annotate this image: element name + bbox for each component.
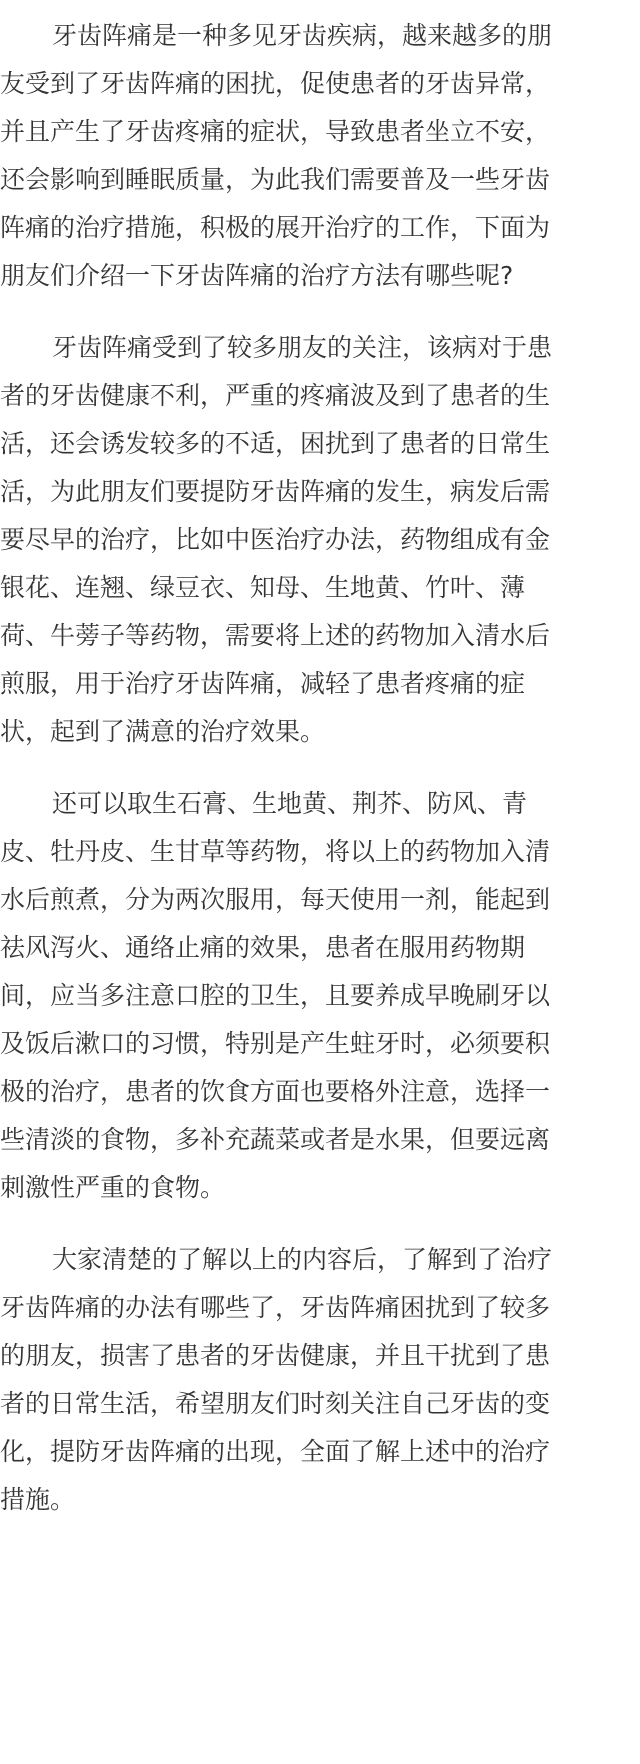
- text-line: 荷、牛蒡子等药物，需要将上述的药物加入清水后: [0, 621, 551, 650]
- text-line: 者的日常生活，希望朋友们时刻关注自己牙齿的变: [0, 1389, 551, 1418]
- text-line: 大家清楚的了解以上的内容后，了解到了治疗: [52, 1245, 553, 1274]
- text-line: 极的治疗，患者的饮食方面也要格外注意，选择一: [0, 1077, 551, 1106]
- text-line: 牙齿阵痛是一种多见牙齿疾病，越来越多的朋: [52, 21, 553, 50]
- text-line: 化，提防牙齿阵痛的出现，全面了解上述中的治疗: [0, 1437, 551, 1466]
- paragraph-conclusion: [0, 1236, 612, 1524]
- text-line: 牙齿阵痛的办法有哪些了，牙齿阵痛困扰到了较多: [0, 1293, 551, 1322]
- text-line: 活，为此朋友们要提防牙齿阵痛的发生，病发后需: [0, 477, 551, 506]
- text-line: 还可以取生石膏、生地黄、荆芥、防风、青: [52, 789, 528, 818]
- text-line: 要尽早的治疗，比如中医治疗办法，药物组成有金: [0, 525, 551, 554]
- text-line: 刺激性严重的食物。: [0, 1173, 226, 1202]
- text-line: 活，还会诱发较多的不适，困扰到了患者的日常生: [0, 429, 551, 458]
- text-line: 者的牙齿健康不利，严重的疼痛波及到了患者的生: [0, 381, 551, 410]
- text-line: 的朋友，损害了患者的牙齿健康，并且干扰到了患: [0, 1341, 551, 1370]
- text-line: 皮、牡丹皮、生甘草等药物，将以上的药物加入清: [0, 837, 551, 866]
- text-line: 朋友们介绍一下牙齿阵痛的治疗方法有哪些呢?: [0, 261, 514, 290]
- paragraph-alternative-remedy: [0, 780, 612, 1212]
- text-line: 祛风泻火、通络止痛的效果，患者在服用药物期: [0, 933, 526, 962]
- paragraph-intro: [0, 12, 612, 300]
- text-line: 及饭后漱口的习惯，特别是产生蛀牙时，必须要积: [0, 1029, 551, 1058]
- text-line: 友受到了牙齿阵痛的困扰，促使患者的牙齿异常，: [0, 69, 551, 98]
- text-line: 措施。: [0, 1485, 76, 1514]
- paragraph-chinese-medicine: [0, 324, 612, 756]
- text-line: 牙齿阵痛受到了较多朋友的关注，该病对于患: [52, 333, 553, 362]
- text-line: 间，应当多注意口腔的卫生，且要养成早晚刷牙以: [0, 981, 551, 1010]
- text-line: 还会影响到睡眠质量，为此我们需要普及一些牙齿: [0, 165, 551, 194]
- text-line: 阵痛的治疗措施，积极的展开治疗的工作，下面为: [0, 213, 551, 242]
- text-line: 水后煎煮，分为两次服用，每天使用一剂，能起到: [0, 885, 551, 914]
- text-line: 些清淡的食物，多补充蔬菜或者是水果，但要远离: [0, 1125, 551, 1154]
- text-line: 煎服，用于治疗牙齿阵痛，减轻了患者疼痛的症: [0, 669, 526, 698]
- text-line: 状，起到了满意的治疗效果。: [0, 717, 326, 746]
- text-line: 并且产生了牙齿疼痛的症状，导致患者坐立不安，: [0, 117, 551, 146]
- text-line: 银花、连翘、绿豆衣、知母、生地黄、竹叶、薄: [0, 573, 526, 602]
